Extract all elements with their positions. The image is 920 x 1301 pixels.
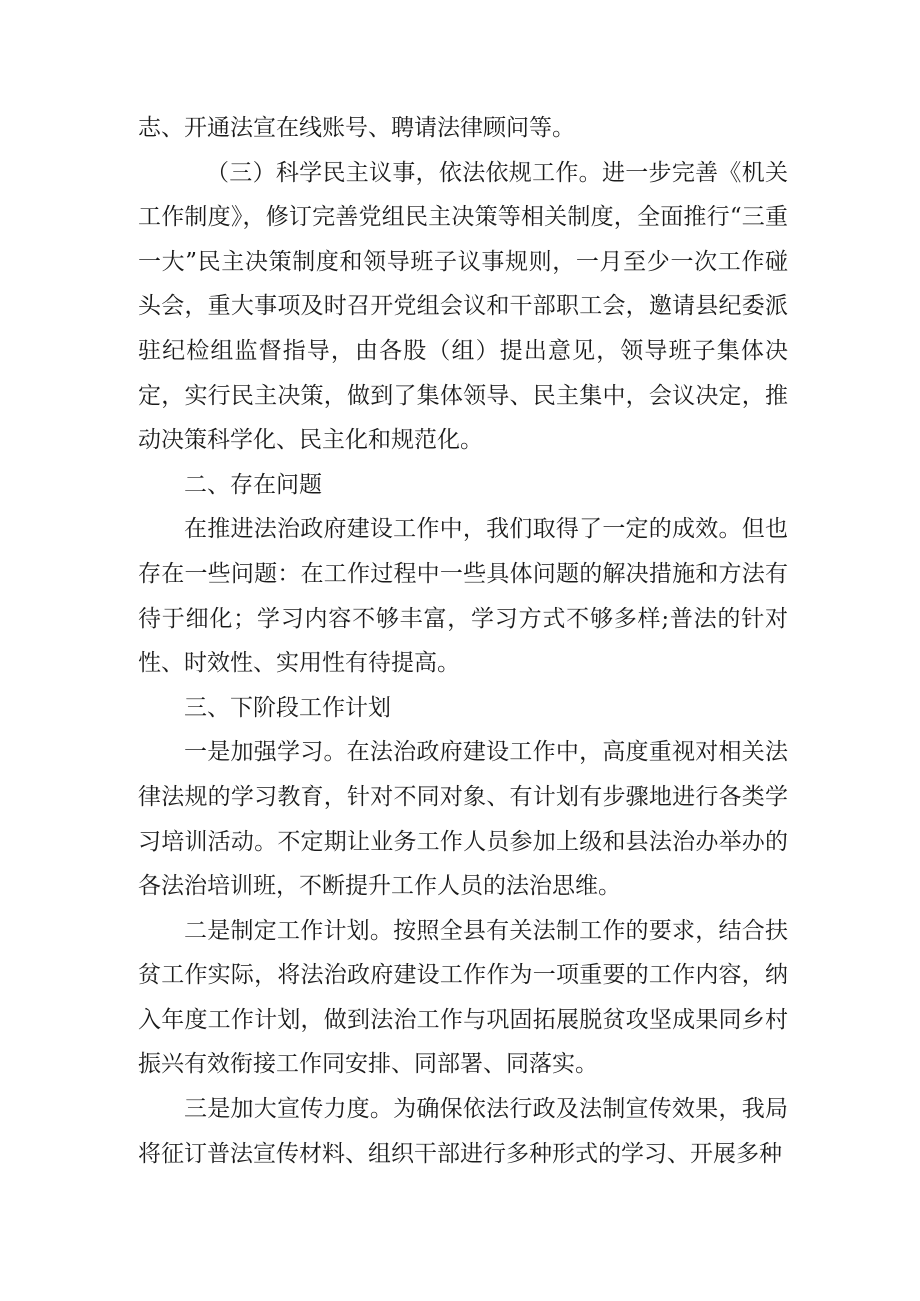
section-heading-next-plan: 三、下阶段工作计划 — [184, 694, 391, 721]
paragraph-continuation: 志、开通法宣在线账号、聘请法律顾问等。 — [138, 115, 575, 141]
paragraph-problems: 在推进法治政府建设工作中，我们取得了一定的成效。但也存在一些问题：在工作过程中一些具体问题的解决措施和方法有待于细化；学习内容不够丰富，学习方式不够多样;普法的针对性、时效性、实用性有待提高。 — [138, 516, 788, 677]
paragraph-plan-study: 一是加强学习。在法治政府建设工作中，高度重视对相关法律法规的学习教育，针对不同对象、有计划有步骤地进行各类学习培训活动。不定期让业务工作人员参加上级和县法治办举办的各法治培训班，不断提升工作人员的法治思维。 — [138, 739, 788, 900]
paragraph-plan-work-schedule: 二是制定工作计划。按照全县有关法制工作的要求，结合扶贫工作实际，将法治政府建设工作作为一项重要的工作内容，纳入年度工作计划，做到法治工作与巩固拓展脱贫攻坚成果同乡村振兴有效衔接工作同安排、同部署、同落实。 — [138, 917, 788, 1078]
paragraph-plan-publicity: 三是加大宣传力度。为确保依法行政及法制宣传效果，我局将征订普法宣传材料、组织干部进行多种形式的学习、开展多种 — [138, 1096, 788, 1167]
paragraph-democratic-decision: （三）科学民主议事，依法依规工作。进一步完善《机关工作制度》，修订完善党组民主决策等相关制度，全面推行“三重一大”民主决策制度和领导班子议事规则，一月至少一次工作碰头会，重大事项及时召开党组会议和干部职工会，邀请县纪委派驻纪检组监督指导，由各股（组）提出意见，领导班子集体决定，实行民主决策，做到了集体领导、民主集中，会议决定，推动决策科学化、民主化和规范化。 — [138, 159, 788, 454]
section-heading-problems: 二、存在问题 — [184, 471, 322, 498]
document-body — [138, 106, 788, 1176]
